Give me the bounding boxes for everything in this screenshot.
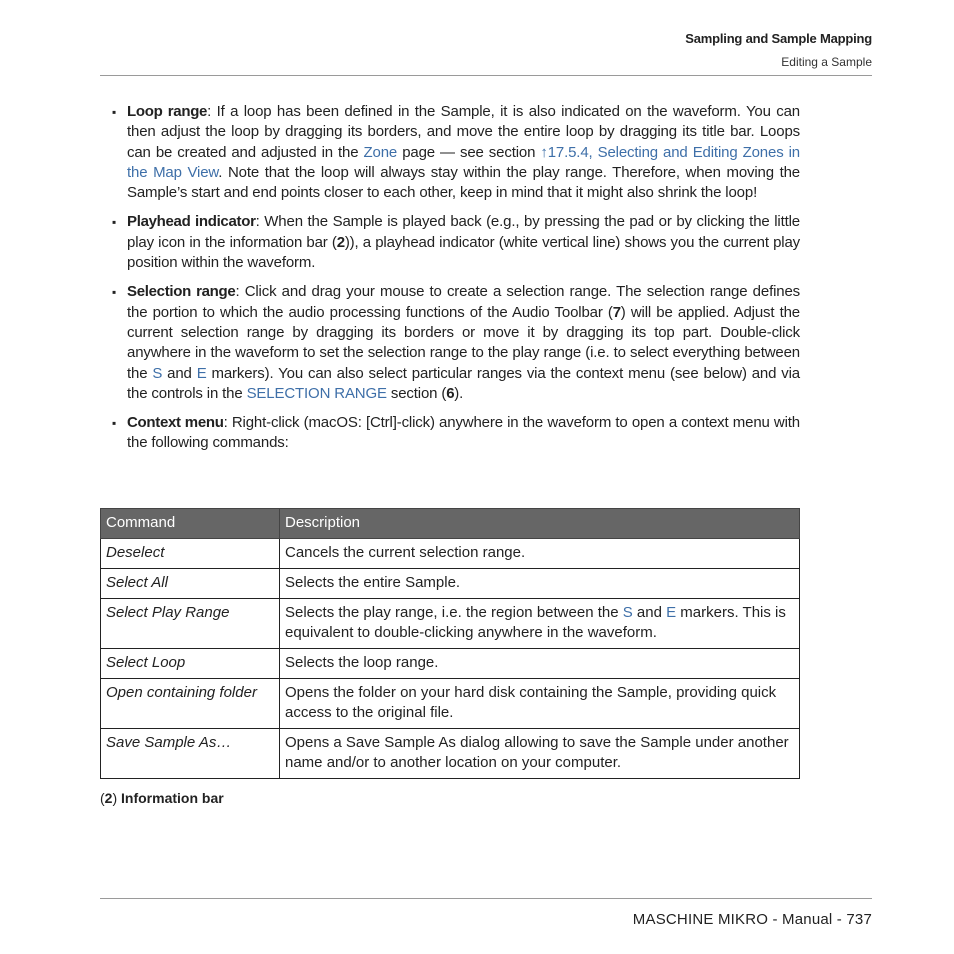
bullet-list (112, 102, 800, 463)
text: ). (454, 384, 464, 402)
command-cell: Select Play Range (101, 599, 280, 649)
link-zone[interactable]: Zone (363, 143, 398, 161)
ref-number: 2 (104, 790, 113, 806)
text: page — see section (397, 143, 541, 161)
table-row (101, 569, 800, 599)
text: ) (112, 790, 118, 806)
text: )), a playhead indicator (white vertical line) shows you the current play position within the waveform. (127, 233, 801, 272)
text: section ( (386, 384, 447, 402)
text: Selects the play range, i.e. the region between the (285, 604, 623, 621)
text: : Right-click (macOS: [Ctrl]-click) anywhere in the waveform to open a context menu with the following commands: (127, 414, 800, 452)
term-loop-range: Loop range (127, 103, 208, 120)
table-row (101, 539, 800, 569)
text: and (632, 604, 667, 621)
term-context-menu: Context menu (127, 414, 224, 432)
term-playhead-indicator: Playhead indicator (127, 213, 256, 231)
description-cell (280, 599, 800, 649)
section-title: Editing a Sample (781, 55, 872, 69)
table-row (101, 649, 800, 679)
description-cell: Cancels the current selection range. (280, 539, 800, 569)
link-e-marker[interactable]: E (196, 364, 207, 382)
page-footer: MASCHINE MIKRO - Manual - 737 (632, 911, 872, 928)
text: : When the Sample is played back (e.g., by pressing the pad or by clicking the little play icon in the information bar ( (127, 213, 801, 251)
text: : If a loop has been defined in the Sample, it is also indicated on the waveform. You can then adjust the loop by dragging its borders, and move the entire loop by dragging its title bar. Loops can be created and adjusted in the (127, 103, 800, 161)
bullet-marker: ▪ (112, 105, 117, 119)
text: ( (100, 790, 105, 806)
bullet-selection-range (112, 282, 800, 404)
description-cell: Selects the entire Sample. (280, 569, 800, 599)
description-cell: Opens the folder on your hard disk containing the Sample, providing quick access to the original file. (280, 679, 800, 729)
table-row (101, 679, 800, 729)
bullet-loop-range (112, 102, 800, 203)
table-header-row (101, 509, 800, 539)
ref-number: 6 (446, 384, 455, 402)
bullet-marker: ▪ (112, 416, 117, 431)
chapter-title: Sampling and Sample Mapping (685, 31, 872, 46)
bullet-marker: ▪ (112, 285, 117, 300)
command-cell: Select All (101, 569, 280, 599)
command-cell: Save Sample As… (101, 729, 280, 779)
header-divider (100, 75, 872, 76)
bullet-context-menu (112, 413, 800, 454)
section-caption (100, 790, 224, 806)
link-section-17-5-4[interactable]: ↑17.5.4, Selecting and Editing Zones in the Map View (127, 143, 800, 181)
ref-number: 7 (612, 303, 621, 321)
bullet-playhead-indicator (112, 212, 800, 273)
table-row (101, 599, 800, 649)
commands-table (100, 508, 800, 779)
text: markers). You can also select particular ranges via the context menu (see below) and via the controls in the (127, 364, 800, 402)
text: . Note that the loop will always stay within the play range. Therefore, when moving the Sample’s start and end points closer to each other, keep in mind that it might also shrink the loop! (127, 163, 800, 202)
text: markers. This is equivalent to double-clicking anywhere in the waveform. (285, 604, 786, 641)
text: ) will be applied. Adjust the current selection range by dragging its borders or move it by dragging its top part. Double-click anywhere in the waveform to set the selection range to the play range (i.e. to select everything between the (127, 303, 800, 382)
text: and (162, 364, 197, 382)
column-header-command: Command (101, 509, 280, 539)
description-cell: Selects the loop range. (280, 649, 800, 679)
command-cell: Select Loop (101, 649, 280, 679)
footer-divider (100, 898, 872, 899)
command-cell: Deselect (101, 539, 280, 569)
link-s-marker[interactable]: S (152, 364, 163, 382)
ref-number: 2 (336, 233, 345, 251)
command-cell: Open containing folder (101, 679, 280, 729)
caption-label: Information bar (121, 790, 224, 806)
column-header-description: Description (280, 509, 800, 539)
bullet-marker: ▪ (112, 215, 117, 230)
term-selection-range: Selection range (127, 283, 236, 301)
table-row (101, 729, 800, 779)
link-e-marker[interactable]: E (666, 604, 677, 621)
link-s-marker[interactable]: S (622, 604, 633, 621)
text: : Click and drag your mouse to create a selection range. The selection range defines the portion to which the audio processing functions of the Audio Toolbar ( (127, 283, 801, 321)
description-cell: Opens a Save Sample As dialog allowing to save the Sample under another name and/or to another location on your computer. (280, 729, 800, 779)
link-selection-range[interactable]: SELECTION RANGE (246, 384, 387, 402)
